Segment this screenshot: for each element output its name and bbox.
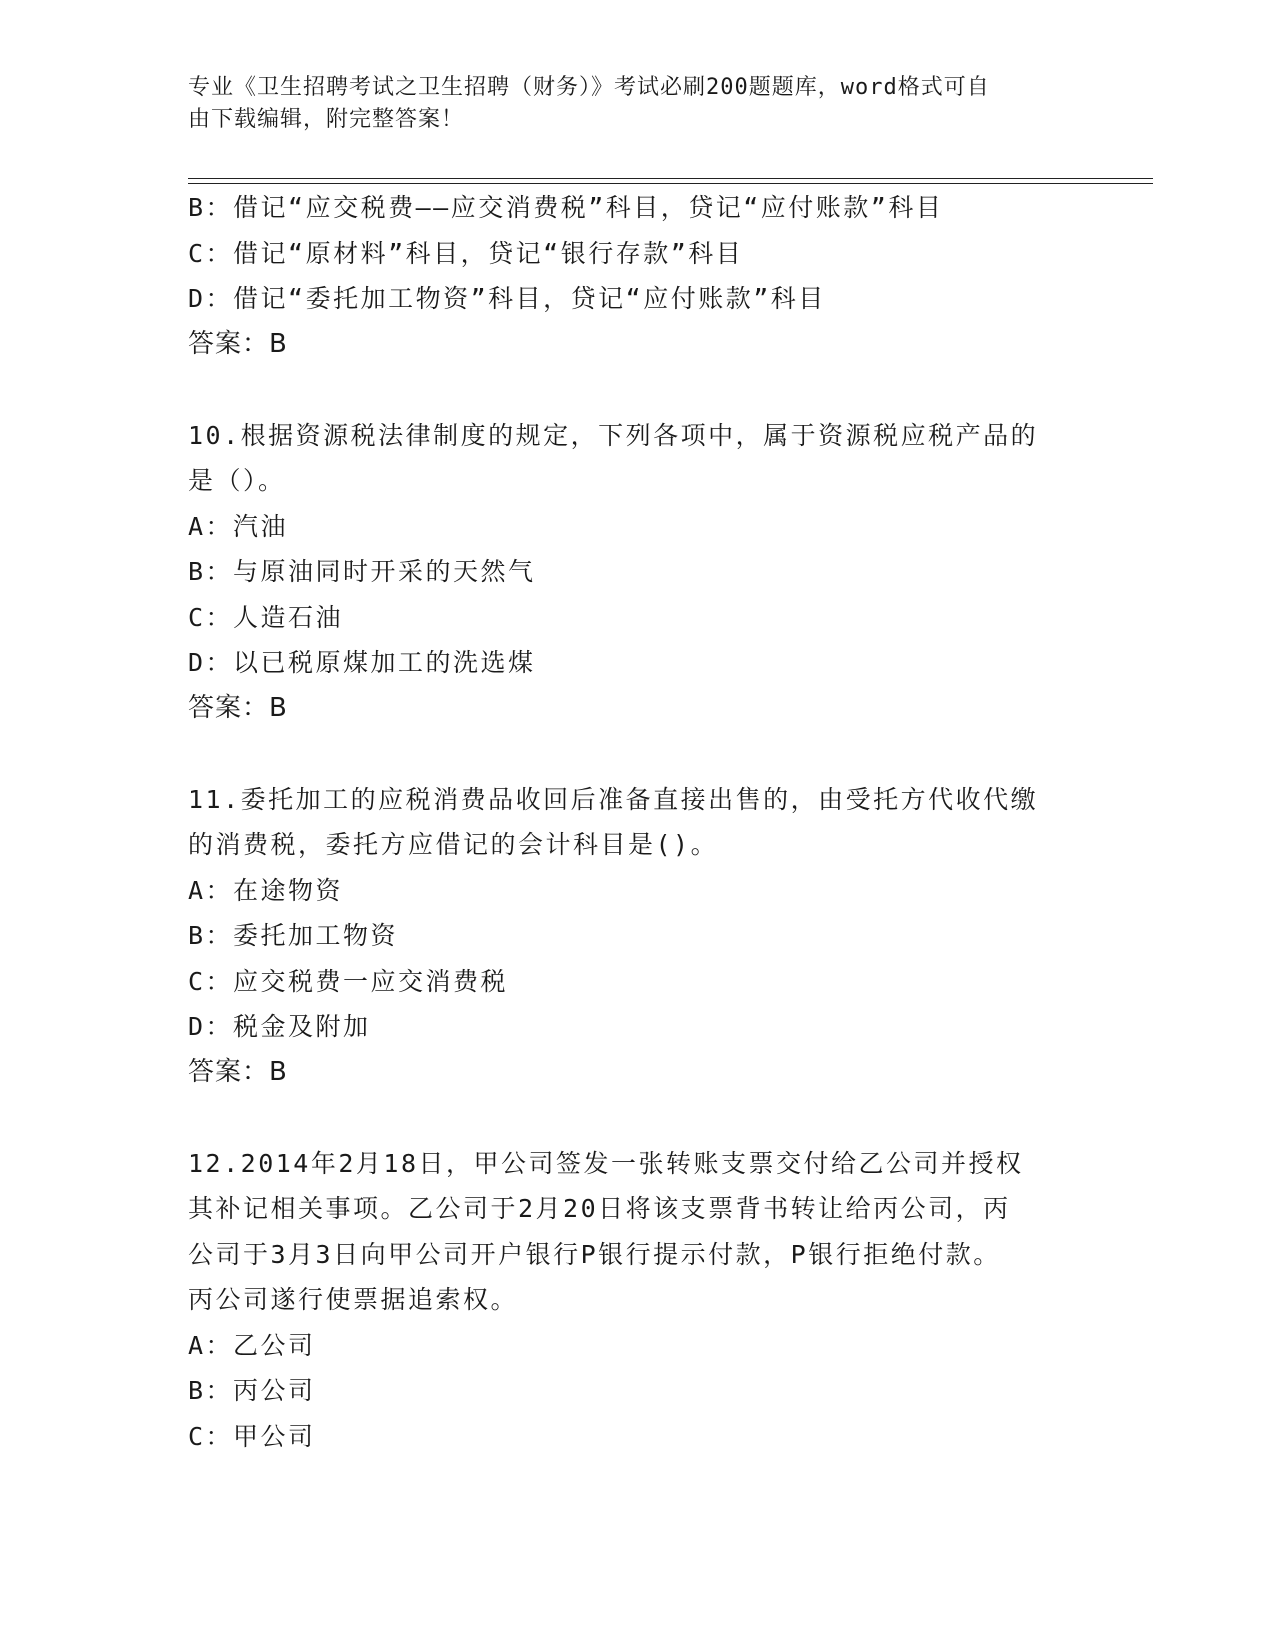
option-b: B：与原油同时开采的天然气	[188, 557, 536, 586]
question-stem-line: 是（）。	[188, 466, 286, 495]
option-c: C：人造石油	[188, 602, 344, 632]
header-line-2: 由下载编辑，附完整答案！	[188, 107, 465, 132]
header-divider-bottom	[188, 183, 1153, 184]
question-12	[188, 1141, 1088, 1460]
question-spacer	[188, 1095, 1088, 1141]
question-11	[188, 777, 1088, 1096]
question-stem-line: 其补记相关事项。乙公司于2月20日将该支票背书转让给丙公司，丙	[188, 1194, 1011, 1223]
option-a: A：汽油	[188, 511, 289, 541]
question-9-tail	[188, 185, 1088, 367]
question-stem-line: 丙公司遂行使票据追索权。	[188, 1285, 519, 1314]
question-stem-line: 公司于3月3日向甲公司开户银行P银行提示付款，P银行拒绝付款。	[188, 1239, 1001, 1269]
question-stem-line: 的消费税，委托方应借记的会计科目是()。	[188, 830, 719, 859]
option-c: C：应交税费一应交消费税	[188, 966, 509, 996]
option-d: D：税金及附加	[188, 1012, 371, 1041]
option-c: C：借记“原材料”科目，贷记“银行存款”科目	[188, 238, 744, 268]
question-stem-line: 10.根据资源税法律制度的规定，下列各项中，属于资源税应税产品的	[188, 420, 1039, 450]
question-stem-line: 12.2014年2月18日，甲公司签发一张转账支票交付给乙公司并授权	[188, 1148, 1024, 1178]
option-a: A：在途物资	[188, 875, 344, 905]
option-b: B：借记“应交税费——应交消费税”科目，贷记“应付账款”科目	[188, 193, 944, 222]
header-line-1: 专业《卫生招聘考试之卫生招聘（财务）》考试必刷200题题库，word格式可自	[188, 75, 990, 100]
document-header	[188, 72, 1068, 136]
question-stem-line: 11.委托加工的应税消费品收回后准备直接出售的，由受托方代收代缴	[188, 784, 1039, 814]
answer-line: 答案：B	[188, 1056, 288, 1087]
question-spacer	[188, 367, 1088, 413]
answer-line: 答案：B	[188, 328, 288, 359]
header-divider-top	[188, 178, 1153, 179]
option-a: A：乙公司	[188, 1330, 316, 1360]
option-d: D：借记“委托加工物资”科目，贷记“应付账款”科目	[188, 284, 826, 313]
answer-line: 答案：B	[188, 692, 288, 723]
question-10	[188, 413, 1088, 732]
option-d: D：以已税原煤加工的洗选煤	[188, 648, 536, 677]
option-c: C：甲公司	[188, 1421, 316, 1451]
question-spacer	[188, 731, 1088, 777]
option-b: B：委托加工物资	[188, 921, 399, 950]
option-b: B：丙公司	[188, 1376, 316, 1405]
question-list	[188, 185, 1088, 1459]
